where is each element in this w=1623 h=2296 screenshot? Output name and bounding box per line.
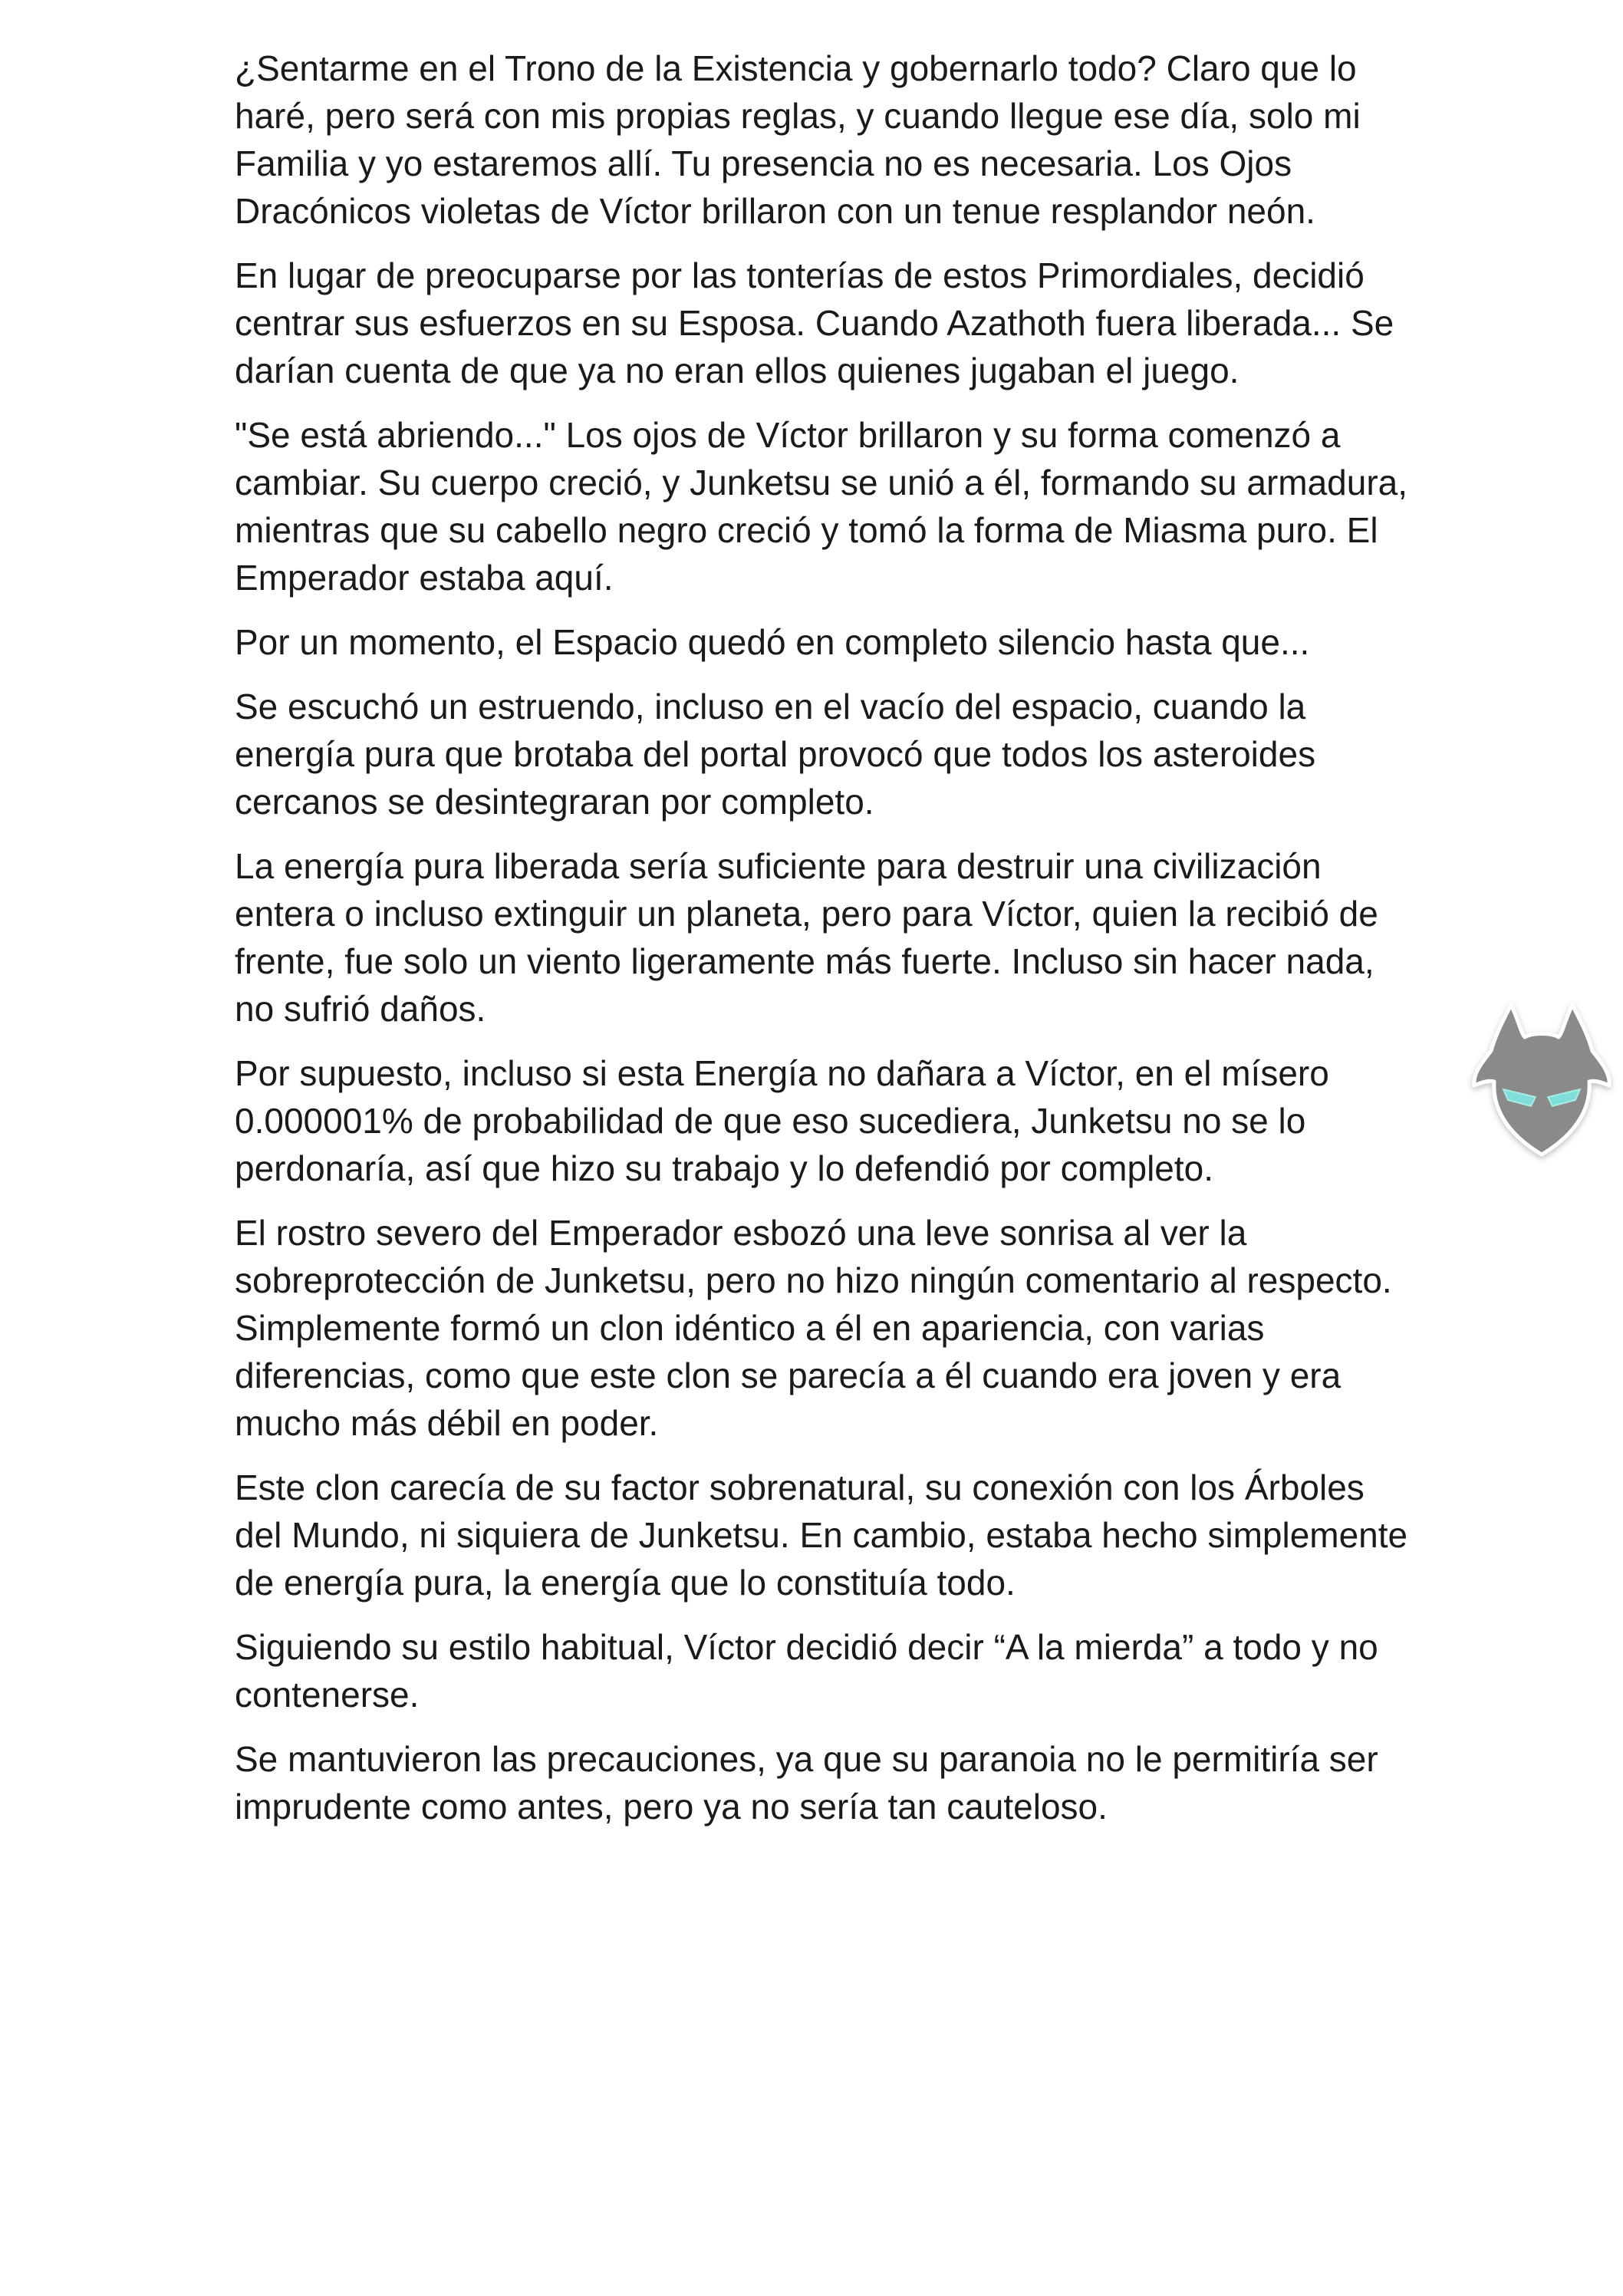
- paragraph-2: En lugar de preocuparse por las tonterías de estos Primordiales, decidió centrar sus esfuerzos en su Esposa. Cuando Azathoth fuera liberada... Se darían cuenta de que ya no eran ellos quienes jugaban el juego.: [235, 255, 1394, 390]
- paragraph-1: ¿Sentarme en el Trono de la Existencia y gobernarlo todo? Claro que lo haré, pero será con mis propias reglas, y cuando llegue ese día, solo mi Familia y yo estaremos allí. Tu presencia no es necesaria. Los Ojos Dracónicos violetas de Víctor brillaron con un tenue resplandor neón.: [235, 48, 1361, 231]
- paragraph-7: Por supuesto, incluso si esta Energía no dañara a Víctor, en el mísero 0.000001% de probabilidad de que eso sucediera, Junketsu no se lo perdonaría, así que hizo su trabajo y lo defendió por completo.: [235, 1053, 1329, 1188]
- demon-head-icon: [1465, 990, 1618, 1166]
- paragraph-3: "Se está abriendo..." Los ojos de Víctor brillaron y su forma comenzó a cambiar. Su cuerpo creció, y Junketsu se unió a él, formando su armadura, mientras que su cabello negro creció y tomó la forma de Miasma puro. El Emperador estaba aquí.: [235, 415, 1408, 598]
- paragraph-9: Este clon carecía de su factor sobrenatural, su conexión con los Árboles del Mundo, ni siquiera de Junketsu. En cambio, estaba hecho simplemente de energía pura, la energía que lo constituía todo.: [235, 1468, 1408, 1603]
- paragraph-6: La energía pura liberada sería suficiente para destruir una civilización entera o incluso extinguir un planeta, pero para Víctor, quien la recibió de frente, fue solo un viento ligeramente más fuerte. Incluso sin hacer nada, no sufrió daños.: [235, 846, 1378, 1029]
- paragraph-8: El rostro severo del Emperador esbozó una leve sonrisa al ver la sobreprotección de Junketsu, pero no hizo ningún comentario al respecto. Simplemente formó un clon idéntico a él en apariencia, con varias diferencias, como que este clon se parecía a él cuando era joven y era mucho más débil en poder.: [235, 1213, 1392, 1443]
- paragraph-5: Se escuchó un estruendo, incluso en el vacío del espacio, cuando la energía pura que brotaba del portal provocó que todos los asteroides cercanos se desintegraran por completo.: [235, 687, 1316, 822]
- paragraph-10: Siguiendo su estilo habitual, Víctor decidió decir “A la mierda” a todo y no contenerse.: [235, 1627, 1378, 1715]
- paragraph-4: Por un momento, el Espacio quedó en completo silencio hasta que...: [235, 622, 1310, 662]
- text-body: [235, 44, 1416, 1847]
- paragraph-11: Se mantuvieron las precauciones, ya que su paranoia no le permitiría ser imprudente como antes, pero ya no sería tan cauteloso.: [235, 1739, 1378, 1827]
